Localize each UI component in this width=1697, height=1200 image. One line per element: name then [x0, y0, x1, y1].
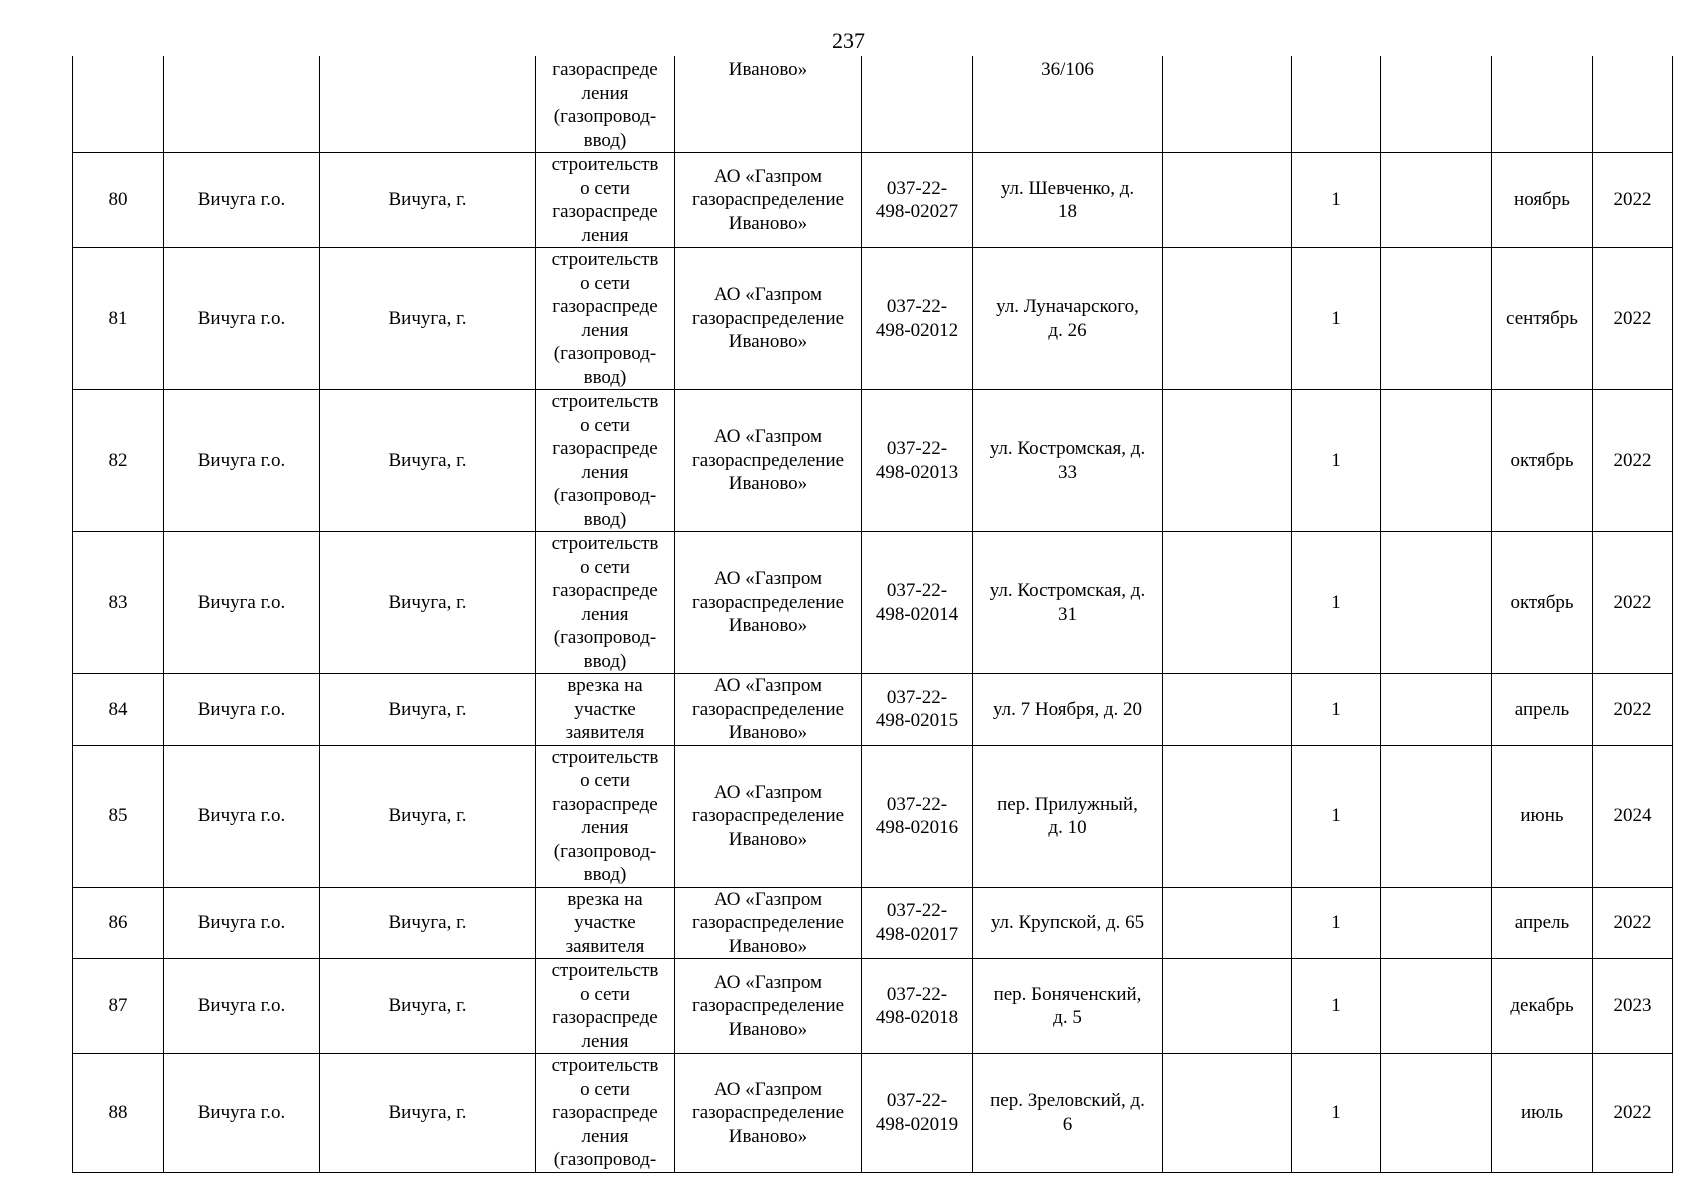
row-number: 88	[73, 1054, 164, 1173]
row-number	[73, 56, 164, 153]
work-type-cell: строительств о сети газораспреде ления (газопровод-	[536, 1054, 675, 1173]
page-number: 237	[832, 28, 865, 53]
address-cell: пер. Боняченский, д. 5	[973, 959, 1163, 1054]
locality-cell: Вичуга, г.	[320, 1054, 536, 1173]
organization-cell: АО «Газпром газораспределение Иваново»	[675, 959, 862, 1054]
empty-cell	[1381, 674, 1492, 746]
address-cell: ул. Луначарского, д. 26	[973, 248, 1163, 390]
row-number: 83	[73, 532, 164, 674]
month-cell: июль	[1492, 1054, 1593, 1173]
district-cell: Вичуга г.о.	[164, 959, 320, 1054]
year-cell: 2022	[1593, 390, 1673, 532]
organization-cell: АО «Газпром газораспределение Иваново»	[675, 248, 862, 390]
empty-cell	[1163, 248, 1292, 390]
request-code-cell: 037-22- 498-02018	[862, 959, 973, 1054]
request-code-cell: 037-22- 498-02015	[862, 674, 973, 746]
address-cell: ул. Крупской, д. 65	[973, 887, 1163, 959]
district-cell: Вичуга г.о.	[164, 390, 320, 532]
address-cell: ул. Костромская, д. 33	[973, 390, 1163, 532]
work-type-cell: врезка на участке заявителя	[536, 887, 675, 959]
organization-cell: Иваново»	[675, 56, 862, 153]
year-cell: 2023	[1593, 959, 1673, 1054]
locality-cell: Вичуга, г.	[320, 674, 536, 746]
work-type-cell: строительств о сети газораспреде ления (газопровод- ввод)	[536, 532, 675, 674]
district-cell: Вичуга г.о.	[164, 1054, 320, 1173]
empty-cell	[1163, 390, 1292, 532]
locality-cell: Вичуга, г.	[320, 248, 536, 390]
empty-cell	[1381, 1054, 1492, 1173]
month-cell: апрель	[1492, 887, 1593, 959]
month-cell	[1492, 56, 1593, 153]
month-cell: ноябрь	[1492, 153, 1593, 248]
table-row	[73, 887, 1673, 959]
address-cell: пер. Прилужный, д. 10	[973, 745, 1163, 887]
table-row	[73, 532, 1673, 674]
request-code-cell	[862, 56, 973, 153]
district-cell	[164, 56, 320, 153]
empty-cell	[1163, 153, 1292, 248]
table-row	[73, 390, 1673, 532]
request-code-cell: 037-22- 498-02016	[862, 745, 973, 887]
empty-cell	[1163, 56, 1292, 153]
row-number: 85	[73, 745, 164, 887]
count-cell: 1	[1292, 153, 1381, 248]
district-cell: Вичуга г.о.	[164, 153, 320, 248]
year-cell: 2022	[1593, 248, 1673, 390]
district-cell: Вичуга г.о.	[164, 887, 320, 959]
locality-cell: Вичуга, г.	[320, 390, 536, 532]
row-number: 82	[73, 390, 164, 532]
organization-cell: АО «Газпром газораспределение Иваново»	[675, 532, 862, 674]
count-cell: 1	[1292, 887, 1381, 959]
empty-cell	[1381, 959, 1492, 1054]
district-cell: Вичуга г.о.	[164, 745, 320, 887]
year-cell	[1593, 56, 1673, 153]
district-cell: Вичуга г.о.	[164, 248, 320, 390]
empty-cell	[1163, 887, 1292, 959]
count-cell: 1	[1292, 390, 1381, 532]
organization-cell: АО «Газпром газораспределение Иваново»	[675, 390, 862, 532]
empty-cell	[1381, 56, 1492, 153]
month-cell: апрель	[1492, 674, 1593, 746]
organization-cell: АО «Газпром газораспределение Иваново»	[675, 745, 862, 887]
district-cell: Вичуга г.о.	[164, 674, 320, 746]
work-type-cell: строительств о сети газораспреде ления (газопровод- ввод)	[536, 390, 675, 532]
address-cell: ул. 7 Ноября, д. 20	[973, 674, 1163, 746]
address-cell: ул. Шевченко, д. 18	[973, 153, 1163, 248]
locality-cell: Вичуга, г.	[320, 959, 536, 1054]
year-cell: 2022	[1593, 674, 1673, 746]
request-code-cell: 037-22- 498-02027	[862, 153, 973, 248]
count-cell: 1	[1292, 1054, 1381, 1173]
month-cell: октябрь	[1492, 532, 1593, 674]
count-cell: 1	[1292, 674, 1381, 746]
organization-cell: АО «Газпром газораспределение Иваново»	[675, 887, 862, 959]
empty-cell	[1163, 674, 1292, 746]
request-code-cell: 037-22- 498-02012	[862, 248, 973, 390]
year-cell: 2024	[1593, 745, 1673, 887]
locality-cell: Вичуга, г.	[320, 153, 536, 248]
organization-cell: АО «Газпром газораспределение Иваново»	[675, 153, 862, 248]
empty-cell	[1381, 745, 1492, 887]
table-row	[73, 153, 1673, 248]
count-cell: 1	[1292, 959, 1381, 1054]
row-number: 84	[73, 674, 164, 746]
address-cell: пер. Зреловский, д. 6	[973, 1054, 1163, 1173]
work-type-cell: строительств о сети газораспреде ления	[536, 153, 675, 248]
row-number: 86	[73, 887, 164, 959]
locality-cell: Вичуга, г.	[320, 532, 536, 674]
locality-cell: Вичуга, г.	[320, 745, 536, 887]
district-cell: Вичуга г.о.	[164, 532, 320, 674]
locality-cell	[320, 56, 536, 153]
empty-cell	[1381, 887, 1492, 959]
work-type-cell: строительств о сети газораспреде ления	[536, 959, 675, 1054]
month-cell: июнь	[1492, 745, 1593, 887]
count-cell: 1	[1292, 532, 1381, 674]
year-cell: 2022	[1593, 532, 1673, 674]
row-number: 87	[73, 959, 164, 1054]
gas-connection-table	[72, 56, 1673, 1173]
row-number: 81	[73, 248, 164, 390]
month-cell: сентябрь	[1492, 248, 1593, 390]
table-row	[73, 248, 1673, 390]
work-type-cell: строительств о сети газораспреде ления (газопровод- ввод)	[536, 248, 675, 390]
request-code-cell: 037-22- 498-02013	[862, 390, 973, 532]
table-row	[73, 745, 1673, 887]
request-code-cell: 037-22- 498-02017	[862, 887, 973, 959]
table-row	[73, 674, 1673, 746]
year-cell: 2022	[1593, 1054, 1673, 1173]
empty-cell	[1381, 390, 1492, 532]
empty-cell	[1163, 745, 1292, 887]
empty-cell	[1163, 1054, 1292, 1173]
year-cell: 2022	[1593, 153, 1673, 248]
empty-cell	[1163, 532, 1292, 674]
empty-cell	[1381, 153, 1492, 248]
table-row	[73, 959, 1673, 1054]
request-code-cell: 037-22- 498-02014	[862, 532, 973, 674]
row-number: 80	[73, 153, 164, 248]
locality-cell: Вичуга, г.	[320, 887, 536, 959]
organization-cell: АО «Газпром газораспределение Иваново»	[675, 1054, 862, 1173]
address-cell: 36/106	[973, 56, 1163, 153]
request-code-cell: 037-22- 498-02019	[862, 1054, 973, 1173]
table-row-continuation	[73, 56, 1673, 153]
count-cell: 1	[1292, 248, 1381, 390]
work-type-cell: врезка на участке заявителя	[536, 674, 675, 746]
work-type-cell: газораспреде ления (газопровод- ввод)	[536, 56, 675, 153]
count-cell: 1	[1292, 745, 1381, 887]
organization-cell: АО «Газпром газораспределение Иваново»	[675, 674, 862, 746]
empty-cell	[1381, 248, 1492, 390]
month-cell: октябрь	[1492, 390, 1593, 532]
count-cell	[1292, 56, 1381, 153]
address-cell: ул. Костромская, д. 31	[973, 532, 1163, 674]
empty-cell	[1381, 532, 1492, 674]
year-cell: 2022	[1593, 887, 1673, 959]
empty-cell	[1163, 959, 1292, 1054]
month-cell: декабрь	[1492, 959, 1593, 1054]
work-type-cell: строительств о сети газораспреде ления (газопровод- ввод)	[536, 745, 675, 887]
table-row	[73, 1054, 1673, 1173]
